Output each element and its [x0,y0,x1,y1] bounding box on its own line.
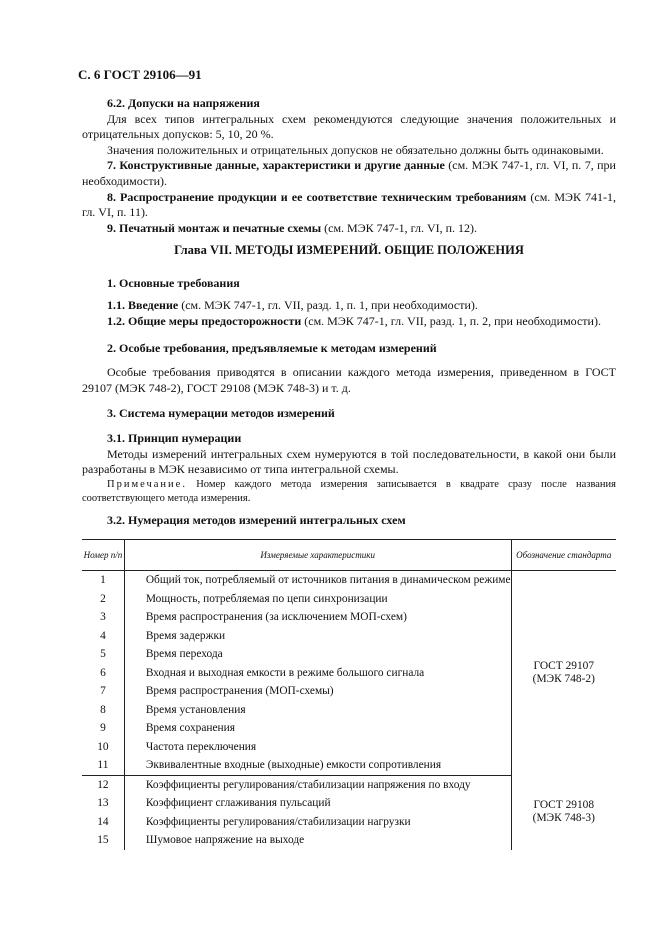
row-number: 10 [82,738,124,757]
section-6-2-para1: Для всех типов интегральных схем рекомендуются следующие значения положительных и отрицательных допусков: 5, 10, 20 %. [82,111,616,142]
section-9-title: 9. Печатный монтаж и печатные схемы [107,220,322,235]
row-description: Коэффициент сглаживания пульсаций [124,794,511,813]
section-2-text: Особые требования приводятся в описании каждого метода измерения, приведенном в ГОСТ 29107 (МЭК 748-2), ГОСТ 29108 (МЭК 748-3) и т. д. [82,365,616,395]
row-description: Общий ток, потребляемый от источников питания в динамическом режиме [124,571,511,590]
col-header-number: Номер п/п [82,540,124,571]
row-number: 14 [82,813,124,832]
table-row [82,571,616,590]
row-number: 12 [82,775,124,794]
row-number: 15 [82,831,124,850]
row-number: 13 [82,794,124,813]
heading-2: 2. Особые требования, предъявляемые к методам измерений [107,341,437,355]
row-number: 3 [82,608,124,627]
row-description: Время задержки [124,627,511,646]
row-description: Коэффициенты регулирования/стабилизации нагрузки [124,813,511,832]
subsection-1-1-text: (см. МЭК 747-1, гл. VII, разд. 1, п. 1, при необходимости). [178,298,478,312]
subsection-1-2-title: 1.2. Общие меры предосторожности [107,313,302,328]
col-header-standard: Обозначение стандарта [511,540,616,571]
row-number: 7 [82,682,124,701]
section-6-2-title: 6.2. Допуски на напряжения [107,96,260,110]
row-number: 8 [82,701,124,720]
section-8-title: 8. Распространение продукции и ее соответствие техническим требованиям [107,189,527,204]
standard-group-2-line1: ГОСТ 29108 [533,799,595,812]
row-description: Время распространения (МОП-схемы) [124,682,511,701]
chapter-title: Глава VII. МЕТОДЫ ИЗМЕРЕНИЙ. ОБЩИЕ ПОЛОЖЕНИЯ [174,243,524,257]
section-3-1-text: Методы измерений интегральных схем нумеруются в той последовательности, в какой они были разработаны в МЭК независимо от типа интегральной схемы. [82,446,616,477]
section-7-text: (см. МЭК 747-1, гл. VI, п. 7, при необходимости). [82,158,616,188]
section-3-1 [82,431,616,478]
standard-group-1-line1: ГОСТ 29107 [533,660,595,672]
row-number: 4 [82,627,124,646]
standard-group-2 [511,775,616,850]
heading-1: 1. Основные требования [107,276,240,290]
section-6-2-para2: Значения положительных и отрицательных допусков не обязательно должны быть одинаковыми. [107,142,604,157]
row-description: Эквивалентные входные (выходные) емкости сопротивления [124,756,511,775]
standard-group-1-line2: (МЭК 748-2) [532,673,595,685]
note-label: Примечание. [107,479,187,490]
col-header-characteristics: Измеряемые характеристики [124,540,511,571]
row-number: 2 [82,590,124,609]
row-number: 9 [82,719,124,738]
standard-group-1 [511,571,616,776]
row-description: Шумовое напряжение на выходе [124,831,511,850]
heading-3: 3. Система нумерации методов измерений [107,406,335,420]
row-description: Коэффициенты регулирования/стабилизации напряжения по входу [124,775,511,794]
section-6-2 [82,96,616,236]
row-description: Время перехода [124,645,511,664]
row-number: 11 [82,756,124,775]
subsection-1-1-title: 1.1. Введение [107,298,179,312]
section-3-1-title: 3.1. Принцип нумерации [107,431,242,445]
row-description: Время распространения (за исключением МОП-схем) [124,608,511,627]
row-description: Время установления [124,701,511,720]
row-description: Время сохранения [124,719,511,738]
methods-table [82,539,616,850]
page-header: С. 6 ГОСТ 29106—91 [78,67,202,82]
row-number: 1 [82,571,124,590]
section-8-text: (см. МЭК 741-1, гл. VI, п. 11). [82,189,616,220]
standard-group-2-line2: (МЭК 748-3) [532,812,595,825]
section-7-title: 7. Конструктивные данные, характеристики и другие данные [107,158,445,173]
row-number: 5 [82,645,124,664]
row-description: Частота переключения [124,738,511,757]
subsections-1 [82,298,616,329]
table-row [82,775,616,794]
row-number: 6 [82,664,124,683]
subsection-1-2-text: (см. МЭК 747-1, гл. VII, разд. 1, п. 2, при необходимости). [301,313,601,328]
row-description: Входная и выходная емкости в режиме большого сигнала [124,664,511,683]
section-9-text: (см. МЭК 747-1, гл. VI, п. 12). [321,220,478,235]
row-description: Мощность, потребляемая по цепи синхронизации [124,590,511,609]
note [82,478,616,506]
heading-3-2: 3.2. Нумерация методов измерений интегральных схем [107,513,406,527]
note-text: Номер каждого метода измерения записывается в квадрате сразу после названия соответствующего метода измерения. [82,479,616,504]
